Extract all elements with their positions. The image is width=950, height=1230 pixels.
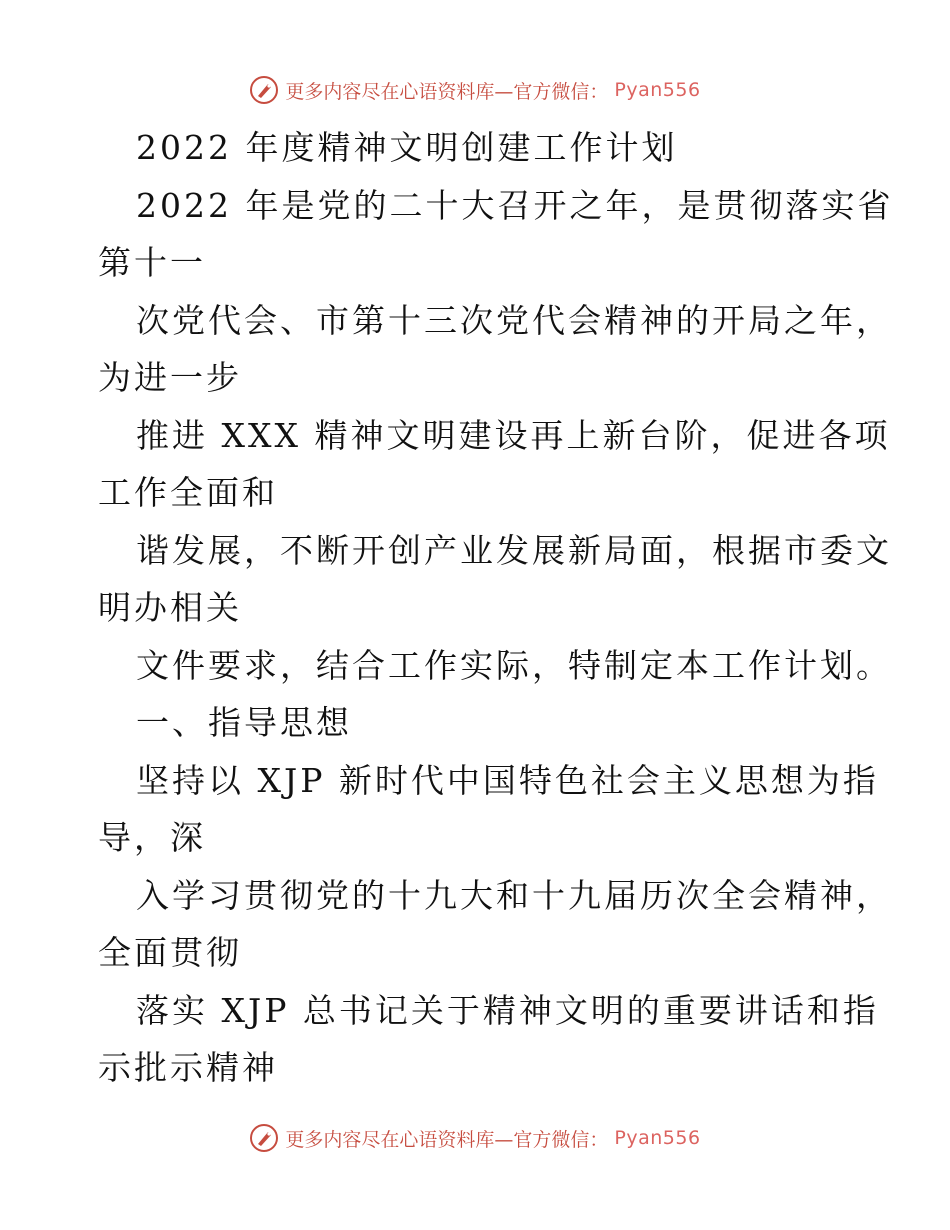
body-line: 入学习贯彻党的十九大和十九届历次全会精神， [136,875,892,915]
section-heading: 一、指导思想 [136,703,352,742]
body-line: 坚持以 XJP 新时代中国特色社会主义思想为指 [136,760,879,800]
body-line: 谐发展，不断开创产业发展新局面，根据市委文 [136,530,892,570]
body-line: 为进一步 [98,358,242,397]
document-body [98,119,894,1097]
banner-text: 更多内容尽在心语资料库—官方微信： [285,80,609,103]
document-title: 2022 年度精神文明创建工作计划 [136,128,678,167]
body-line: 导，深 [98,818,206,857]
body-line: 落实 XJP 总书记关于精神文明的重要讲话和指 [136,990,879,1030]
pen-nib-logo-icon [249,75,279,105]
body-line: 次党代会、市第十三次党代会精神的开局之年， [136,300,892,340]
body-line: 2022 年是党的二十大召开之年，是贯彻落实省 [136,185,894,225]
header-watermark-banner [0,70,950,110]
banner-wechat-id: Pyan556 [614,79,701,101]
body-line: 示批示精神 [98,1048,278,1087]
body-line: 文件要求，结合工作实际，特制定本工作计划。 [136,645,892,685]
body-line: 全面贯彻 [98,933,242,972]
body-line: 明办相关 [98,588,242,627]
body-line: 推进 XXX 精神文明建设再上新台阶，促进各项 [136,415,891,455]
body-line: 工作全面和 [98,473,278,512]
pen-nib-logo-icon [249,1123,279,1153]
banner-text: 更多内容尽在心语资料库—官方微信： [285,1128,609,1151]
footer-watermark-banner [0,1118,950,1158]
banner-wechat-id: Pyan556 [614,1127,701,1149]
body-line: 第十一 [98,243,206,282]
